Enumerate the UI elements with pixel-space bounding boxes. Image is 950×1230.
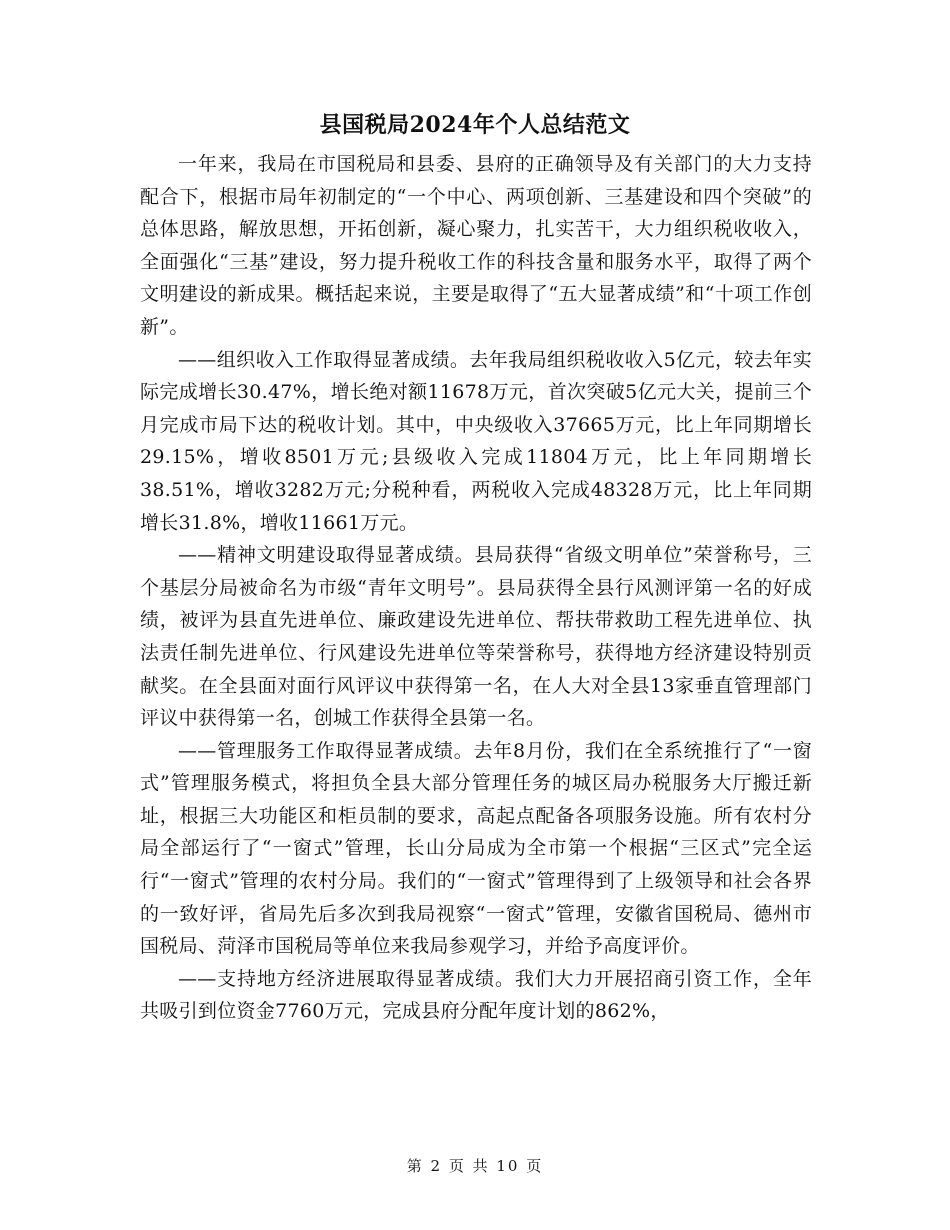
paragraph-local-economy: ——支持地方经济进展取得显著成绩。我们大力开展招商引资工作，全年共吸引到位资金7760万元，完成县府分配年度计划的862%， bbox=[140, 967, 812, 1023]
paragraph-management-service: ——管理服务工作取得显著成绩。去年8月份，我们在全系统推行了“一窗式”管理服务模式，将担负全县大部分管理任务的城区局办税服务大厅搬迁新址，根据三大功能区和柜员制的要求，高起点配备各项服务设施。所有农村分局全部运行了“一窗式”管理，长山分局成为全市第一个根据“三区式”完全运行“一窗式”管理的农村分局。我们的“一窗式”管理得到了上级领导和社会各界的一致好评，省局先后多次到我局视察“一窗式”管理，安徽省国税局、德州市国税局、菏泽市国税局等单位来我局参观学习，并给予高度评价。 bbox=[140, 739, 812, 958]
document-title: 县国税局2024年个人总结范文 bbox=[319, 112, 631, 138]
document-body bbox=[140, 148, 812, 1028]
paragraph-revenue: ——组织收入工作取得显著成绩。去年我局组织税收收入5亿元，较去年实际完成增长30.47%，增长绝对额11678万元，首次突破5亿元大关，提前三个月完成市局下达的税收计划。其中，中央级收入37665万元，比上年同期增长29.15%，增收8501万元;县级收入完成11804万元，比上年同期增长38.51%，增收3282万元;分税种看，两税收入完成48328万元，比上年同期增长31.8%，增收11661万元。 bbox=[140, 348, 812, 534]
paragraph-civilization: ——精神文明建设取得显著成绩。县局获得“省级文明单位”荣誉称号，三个基层分局被命名为市级“青年文明号”。县局获得全县行风测评第一名的好成绩，被评为县直先进单位、廉政建设先进单位、帮扶带救助工程先进单位、执法责任制先进单位、行风建设先进单位等荣誉称号，获得地方经济建设特别贡献奖。在全县面对面行风评议中获得第一名，在人大对全县13家垂直管理部门评议中获得第一名，创城工作获得全县第一名。 bbox=[140, 544, 812, 730]
paragraph-intro: 一年来，我局在市国税局和县委、县府的正确领导及有关部门的大力支持配合下，根据市局年初制定的“一个中心、两项创新、三基建设和四个突破”的总体思路，解放思想，开拓创新，凝心聚力，扎实苦干，大力组织税收收入，全面强化“三基”建设，努力提升税收工作的科技含量和服务水平，取得了两个文明建设的新成果。概括起来说，主要是取得了“五大显著成绩”和“十项工作创新”。 bbox=[140, 153, 812, 338]
page-footer: 第 2 页 共 10 页 bbox=[406, 1157, 544, 1175]
